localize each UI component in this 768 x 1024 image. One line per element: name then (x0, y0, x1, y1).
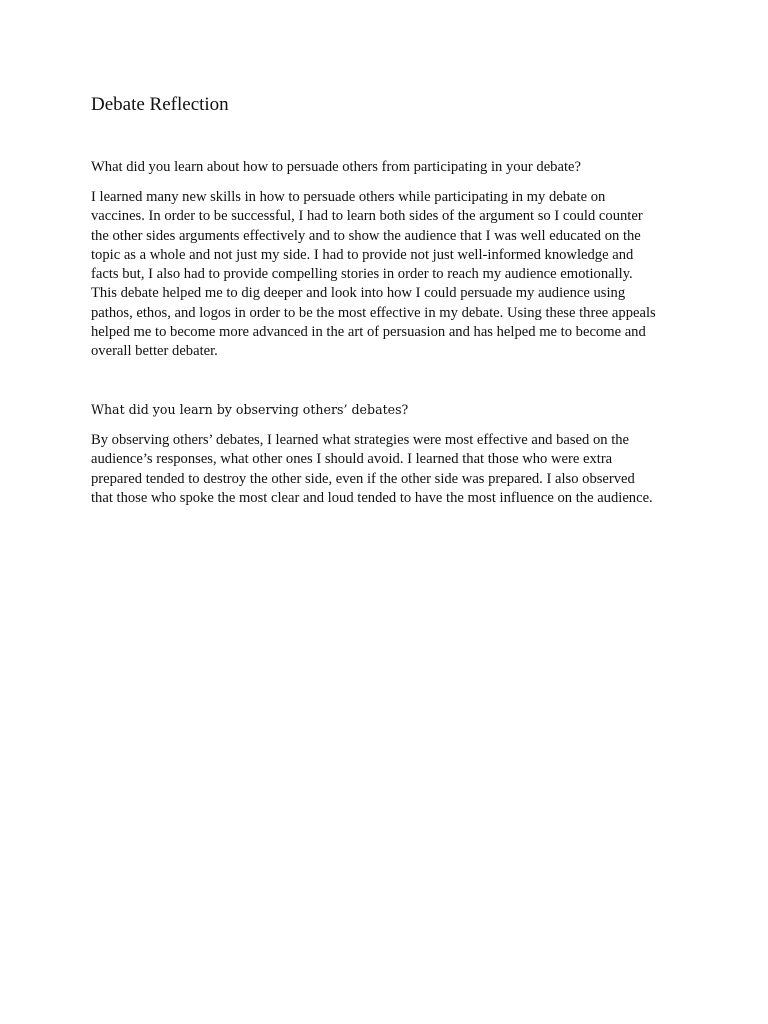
question-2: What did you learn by observing others’ debates? (91, 402, 409, 417)
answer-2-line: prepared tended to destroy the other side, even if the other side was prepared. I also observed (91, 470, 635, 487)
answer-1-line: helped me to become more advanced in the art of persuasion and has helped me to become and (91, 324, 646, 341)
answer-1-line: topic as a whole and not just my side. I had to provide not just well-informed knowledge and (91, 246, 634, 263)
answer-1-line: the other sides arguments effectively and to show the audience that I was well educated on the (91, 227, 641, 244)
answer-1 (91, 188, 691, 362)
answer-1-line: vaccines. In order to be successful, I had to learn both sides of the argument so I could counter (91, 208, 643, 225)
answer-2-line: that those who spoke the most clear and loud tended to have the most influence on the audience. (91, 489, 653, 506)
answer-1-line: pathos, ethos, and logos in order to be the most effective in my debate. Using these three appeals (91, 304, 656, 321)
answer-2 (91, 431, 691, 508)
answer-2-line: By observing others’ debates, I learned what strategies were most effective and based on the (91, 432, 630, 448)
document-title: Debate Reflection (91, 94, 229, 115)
question-1: What did you learn about how to persuade others from participating in your debate? (91, 159, 581, 175)
answer-1-line: This debate helped me to dig deeper and look into how I could persuade my audience using (91, 285, 626, 302)
answer-1-line: I learned many new skills in how to persuade others while participating in my debate on (91, 189, 606, 205)
answer-1-line: overall better debater. (91, 343, 218, 360)
answer-1-line: facts but, I also had to provide compelling stories in order to reach my audience emotionally. (91, 266, 633, 283)
answer-2-line: audience’s responses, what other ones I should avoid. I learned that those who were extra (91, 451, 613, 468)
